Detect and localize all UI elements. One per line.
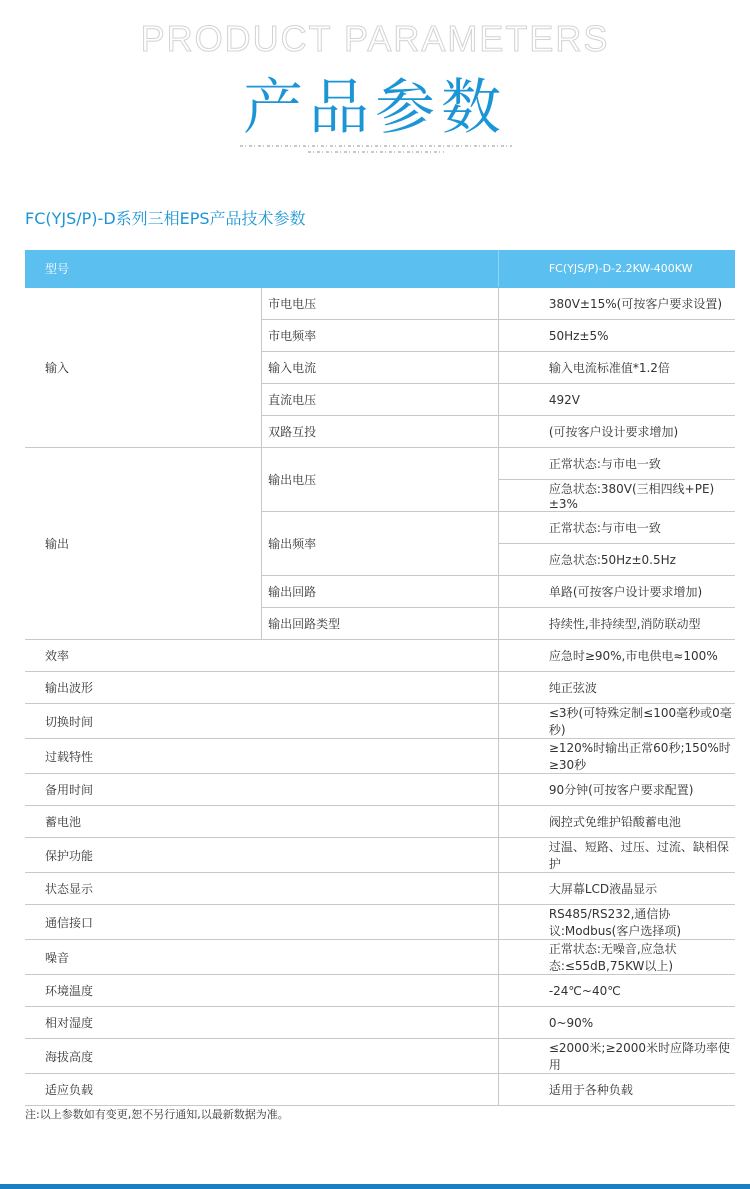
row-label: 过载特性 <box>25 739 498 774</box>
table-row <box>25 1007 735 1039</box>
row-value: 0~90% <box>498 1007 735 1039</box>
table-row <box>25 672 735 704</box>
row-value: 应急状态:50Hz±0.5Hz <box>498 544 735 576</box>
row-value: ≥120%时输出正常60秒;150%时≥30秒 <box>498 739 735 774</box>
table-row <box>25 940 735 975</box>
section-title: FC(YJS/P)-D系列三相EPS产品技术参数 <box>25 209 306 228</box>
row-value: 大屏幕LCD液晶显示 <box>498 873 735 905</box>
table-row <box>25 739 735 774</box>
row-value: 50Hz±5% <box>498 320 735 352</box>
row-value: 应急状态:380V(三相四线+PE)±3% <box>498 480 735 512</box>
row-label: 海拔高度 <box>25 1039 498 1074</box>
row-value: 持续性,非持续型,消防联动型 <box>498 608 735 640</box>
row-value: 正常状态:无噪音,应急状态:≤55dB,75KW以上) <box>498 940 735 975</box>
table-row <box>25 704 735 739</box>
row-value: ≤2000米;≥2000米时应降功率使用 <box>498 1039 735 1074</box>
row-value: 90分钟(可按客户要求配置) <box>498 774 735 806</box>
table-row <box>25 873 735 905</box>
output-group-label: 输出 <box>25 448 262 640</box>
row-label: 输出波形 <box>25 672 498 704</box>
row-value: -24℃~40℃ <box>498 975 735 1007</box>
row-label: 市电电压 <box>262 288 499 320</box>
row-label: 保护功能 <box>25 838 498 873</box>
row-label: 输入电流 <box>262 352 499 384</box>
header-chinese-title: 产品参数 <box>243 73 507 143</box>
header-decorative-lines <box>240 145 512 159</box>
row-value: 应急时≥90%,市电供电≈100% <box>498 640 735 672</box>
table-row <box>25 975 735 1007</box>
row-value: (可按客户设计要求增加) <box>498 416 735 448</box>
table-row <box>25 905 735 940</box>
header-value: FC(YJS/P)-D-2.2KW-400KW <box>498 250 735 288</box>
row-value: 阀控式免维护铅酸蓄电池 <box>498 806 735 838</box>
output-loop-label: 输出回路 <box>262 576 499 608</box>
header-label: 型号 <box>25 250 498 288</box>
table-row <box>25 774 735 806</box>
row-label: 备用时间 <box>25 774 498 806</box>
row-label: 切换时间 <box>25 704 498 739</box>
row-label: 通信接口 <box>25 905 498 940</box>
bottom-accent-bar <box>0 1184 750 1189</box>
row-value: RS485/RS232,通信协议:Modbus(客户选择项) <box>498 905 735 940</box>
row-value: 输入电流标准值*1.2倍 <box>498 352 735 384</box>
table-row <box>25 448 735 480</box>
row-label: 环境温度 <box>25 975 498 1007</box>
table-row <box>25 288 735 320</box>
row-value: 380V±15%(可按客户要求设置) <box>498 288 735 320</box>
table-row <box>25 1039 735 1074</box>
row-label: 市电频率 <box>262 320 499 352</box>
row-value: 过温、短路、过压、过流、缺相保护 <box>498 838 735 873</box>
row-label: 噪音 <box>25 940 498 975</box>
row-label: 效率 <box>25 640 498 672</box>
table-row <box>25 640 735 672</box>
row-label: 双路互投 <box>262 416 499 448</box>
row-label: 相对湿度 <box>25 1007 498 1039</box>
output-voltage-label: 输出电压 <box>262 448 499 512</box>
footnote: 注:以上参数如有变更,恕不另行通知,以最新数据为准。 <box>25 1108 289 1121</box>
row-label: 适应负载 <box>25 1074 498 1106</box>
table-row <box>25 1074 735 1106</box>
row-label: 直流电压 <box>262 384 499 416</box>
row-value: 适用于各种负载 <box>498 1074 735 1106</box>
header-english-title: PRODUCT PARAMETERS <box>140 18 610 59</box>
row-value: 正常状态:与市电一致 <box>498 448 735 480</box>
input-group-label: 输入 <box>25 288 262 448</box>
spec-table <box>25 250 735 1106</box>
row-label: 蓄电池 <box>25 806 498 838</box>
row-value: 纯正弦波 <box>498 672 735 704</box>
row-value: 492V <box>498 384 735 416</box>
row-value: 单路(可按客户设计要求增加) <box>498 576 735 608</box>
table-header-row <box>25 250 735 288</box>
row-value: 正常状态:与市电一致 <box>498 512 735 544</box>
table-row <box>25 838 735 873</box>
output-loop-type-label: 输出回路类型 <box>262 608 499 640</box>
row-label: 状态显示 <box>25 873 498 905</box>
output-frequency-label: 输出频率 <box>262 512 499 576</box>
row-value: ≤3秒(可特殊定制≤100毫秒或0毫秒) <box>498 704 735 739</box>
table-row <box>25 806 735 838</box>
